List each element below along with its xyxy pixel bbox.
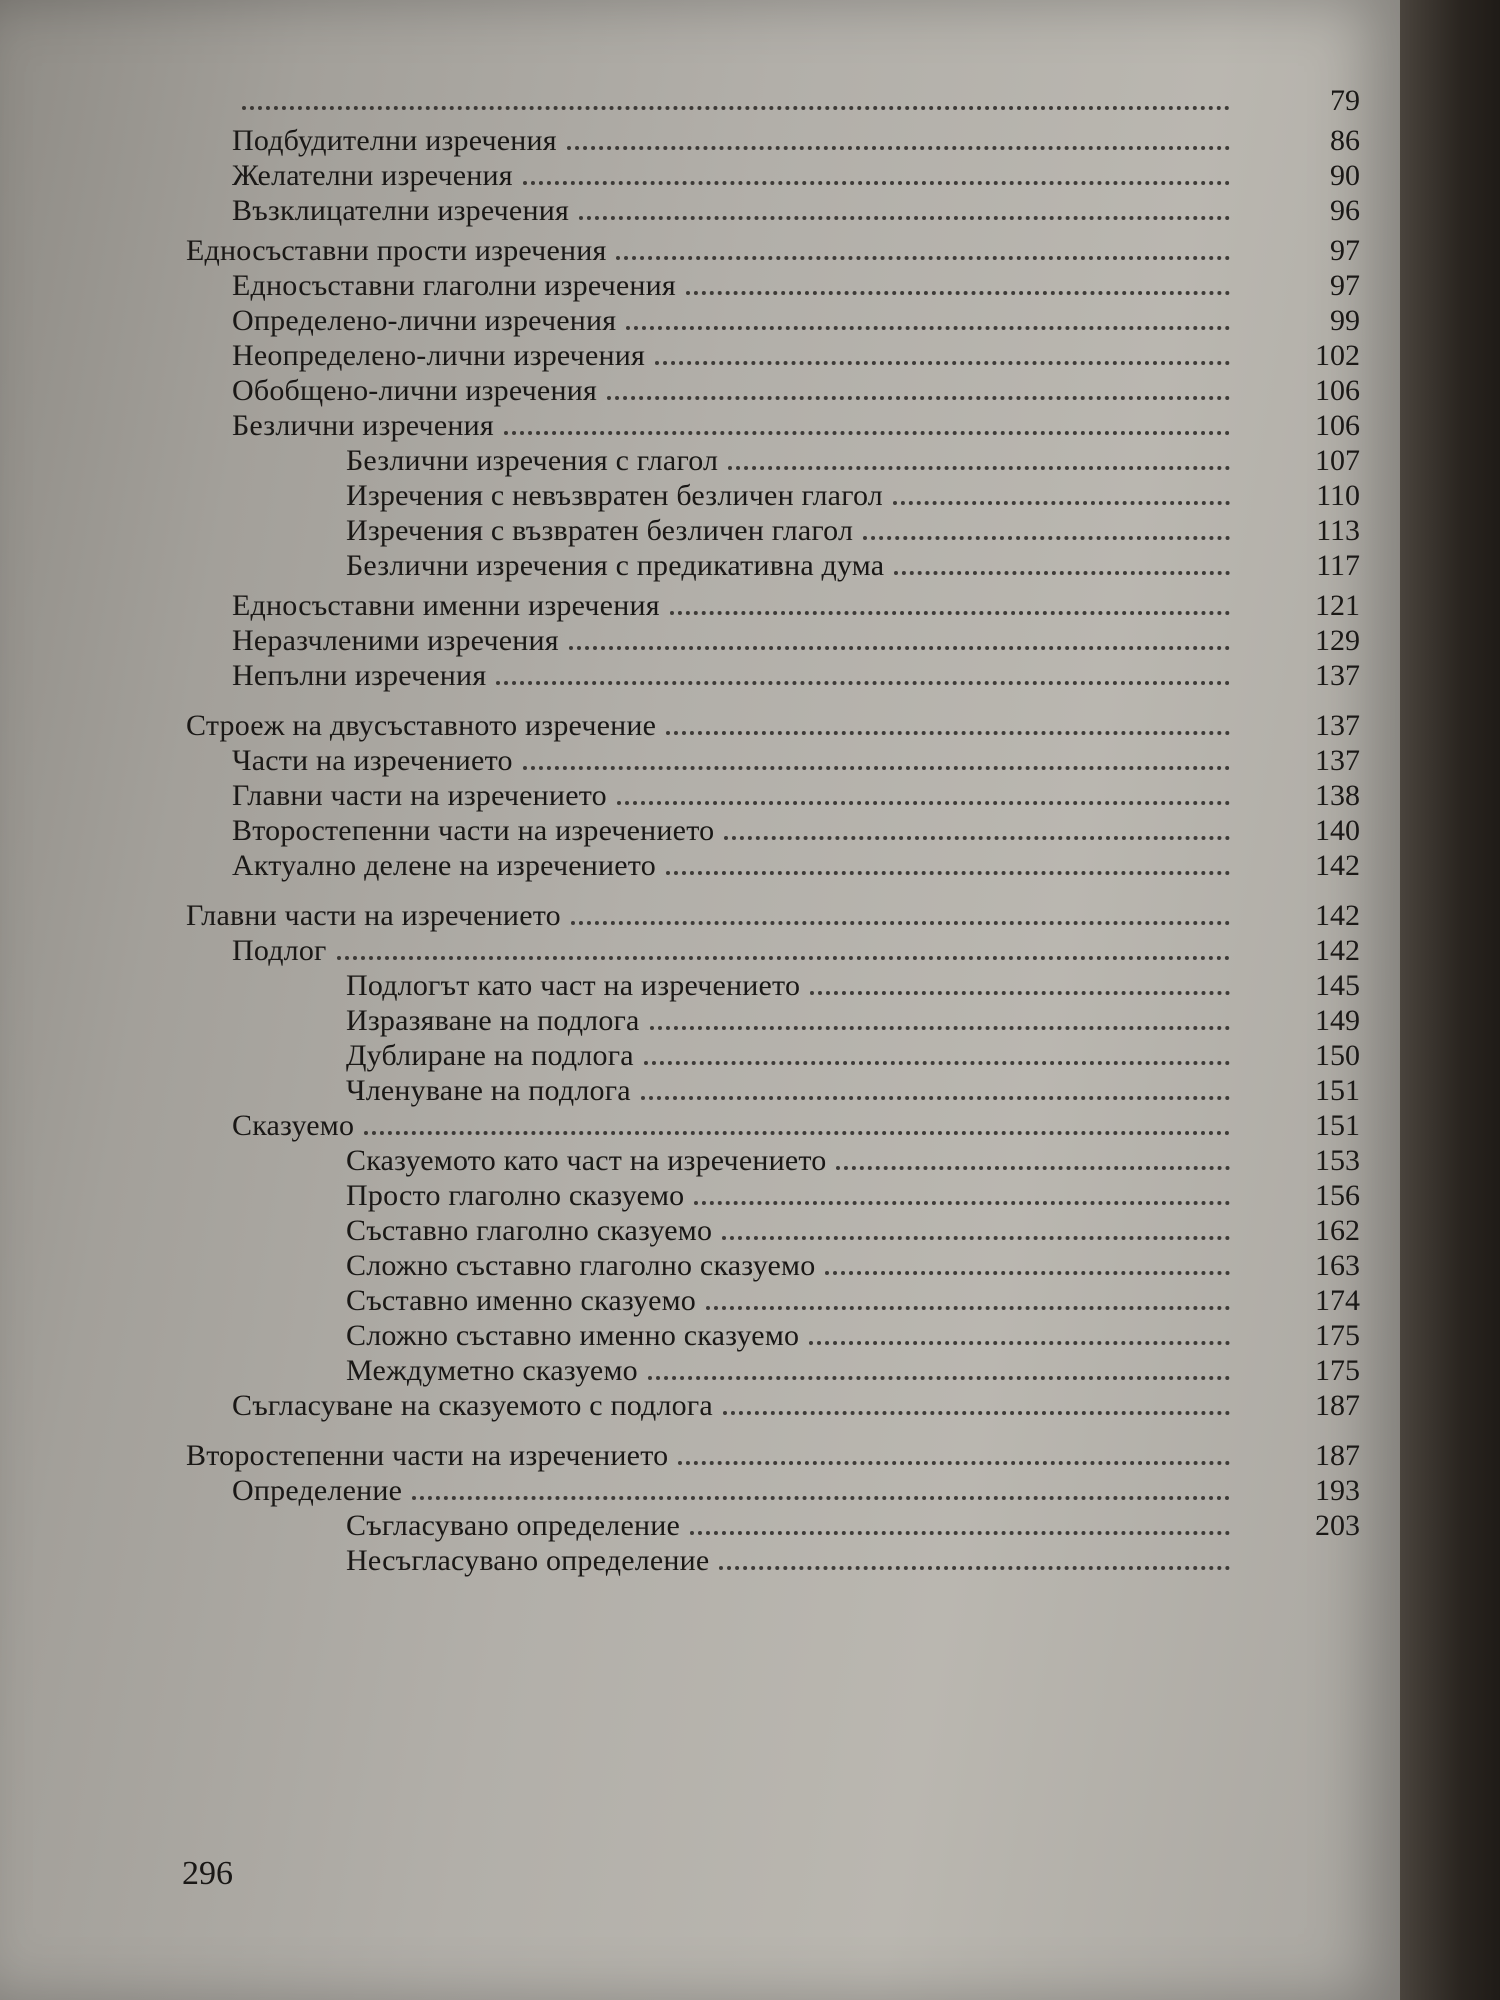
toc-entry: [346, 998, 1360, 1038]
page-gutter-shadow: [1400, 0, 1500, 2000]
toc-entry-page-number: 203: [1315, 1509, 1360, 1542]
toc-entry-title: Желателни изречения: [232, 159, 513, 192]
dot-leader: [666, 871, 1230, 875]
toc-entry: [232, 1468, 1360, 1508]
toc-entry-page-number: 138: [1315, 779, 1360, 812]
toc-entry: [186, 1433, 1360, 1473]
dot-leader: [412, 1496, 1230, 1500]
dot-leader: [723, 1411, 1230, 1415]
toc-entry-page-number: 153: [1315, 1144, 1360, 1177]
toc-entry-page-number: 99: [1330, 304, 1360, 337]
toc-entry: [346, 1278, 1360, 1318]
dot-leader: [616, 256, 1230, 260]
toc-entry-title: Безлични изречения с предикативна дума: [346, 549, 885, 582]
dot-leader: [728, 466, 1230, 470]
toc-entry: [346, 1503, 1360, 1543]
toc-entry-page-number: 145: [1315, 969, 1360, 1002]
dot-leader: [666, 731, 1230, 735]
toc-entry-page-number: 106: [1315, 374, 1360, 407]
toc-entry-page-number: 129: [1315, 624, 1360, 657]
dot-leader: [836, 1166, 1230, 1170]
dot-leader: [364, 1131, 1230, 1135]
toc-entry-title: Възклицателни изречения: [232, 194, 569, 227]
toc-entry-title: Просто глаголно сказуемо: [346, 1179, 685, 1212]
dot-leader: [810, 991, 1230, 995]
toc-entry-title: Съставно именно сказуемо: [346, 1284, 696, 1317]
dot-leader: [670, 611, 1230, 615]
dot-leader: [690, 1531, 1230, 1535]
toc-entry-page-number: 187: [1315, 1439, 1360, 1472]
toc-entry: [232, 263, 1360, 303]
toc-entry-page-number: 86: [1330, 124, 1360, 157]
toc-entry-title: Непълни изречения: [232, 659, 487, 692]
toc-entry-page-number: 174: [1315, 1284, 1360, 1317]
toc-entry-page-number: 151: [1315, 1074, 1360, 1107]
toc-entry: [186, 893, 1360, 933]
toc-entry-title: Второстепенни части на изречението: [186, 1439, 669, 1472]
dot-leader: [825, 1271, 1230, 1275]
toc-entry-title: Определено-лични изречения: [232, 304, 617, 337]
toc-entry-title: Изразяване на подлога: [346, 1004, 640, 1037]
toc-entry-page-number: 117: [1316, 549, 1360, 582]
toc-entry: [232, 368, 1360, 408]
toc-entry-title: Безлични изречения: [232, 409, 494, 442]
toc-entry-title: Междуметно сказуемо: [346, 1354, 638, 1387]
toc-entry-title: Неопределено-лични изречения: [232, 339, 645, 372]
toc-entry-page-number: 151: [1315, 1109, 1360, 1142]
toc-entry: [232, 653, 1360, 693]
toc-entry-title: Безлични изречения с глагол: [346, 444, 719, 477]
dot-leader: [571, 921, 1230, 925]
toc-entry-page-number: 137: [1315, 659, 1360, 692]
toc-entry: [346, 508, 1360, 548]
dot-leader: [724, 836, 1230, 840]
toc-entry-page-number: 97: [1330, 269, 1360, 302]
toc-entry-title: Неразчленими изречения: [232, 624, 559, 657]
toc-entry: [232, 843, 1360, 883]
toc-entry: [232, 583, 1360, 623]
toc-entry-title: Съгласуване на сказуемото с подлога: [232, 1389, 713, 1422]
toc-entry: [346, 1173, 1360, 1213]
toc-entry: [346, 473, 1360, 513]
toc-entry: [346, 1138, 1360, 1178]
toc-entry: [346, 1068, 1360, 1108]
toc-entry-title: Главни части на изречението: [186, 899, 561, 932]
toc-entry-title: Изречения с невъзвратен безличен глагол: [346, 479, 883, 512]
dot-leader: [567, 146, 1230, 150]
dot-leader: [678, 1461, 1230, 1465]
dot-leader: [863, 536, 1230, 540]
toc-entry-title: Обобщено-лични изречения: [232, 374, 597, 407]
toc-entry-page-number: 175: [1315, 1354, 1360, 1387]
dot-leader: [617, 801, 1230, 805]
dot-leader: [641, 1096, 1230, 1100]
dot-leader: [569, 646, 1230, 650]
dot-leader: [607, 396, 1230, 400]
toc-entry-page-number: 156: [1315, 1179, 1360, 1212]
toc-entry-page-number: 113: [1316, 514, 1360, 547]
toc-entry: [232, 928, 1360, 968]
toc-entry-title: Съгласувано определение: [346, 1509, 681, 1542]
toc-entry-title: Актуално делене на изречението: [232, 849, 656, 882]
toc-entry-page-number: 97: [1330, 234, 1360, 267]
toc-entry-page-number: 107: [1315, 444, 1360, 477]
toc-entry: [346, 1348, 1360, 1388]
toc-entry: [346, 963, 1360, 1003]
toc-entry-page-number: 162: [1315, 1214, 1360, 1247]
toc-entry: [232, 78, 1360, 118]
toc-entry: [186, 228, 1360, 268]
dot-leader: [719, 1566, 1230, 1570]
toc-entry: [232, 773, 1360, 813]
dot-leader: [894, 571, 1230, 575]
toc-entry: [232, 618, 1360, 658]
toc-entry-title: Сложно съставно именно сказуемо: [346, 1319, 800, 1352]
dot-leader: [686, 291, 1230, 295]
dot-leader: [579, 216, 1230, 220]
page-folio-number: 296: [182, 1855, 233, 1892]
toc-entry-title: Подбудителни изречения: [232, 124, 557, 157]
toc-entry-page-number: 142: [1315, 934, 1360, 967]
toc-entry: [186, 703, 1360, 743]
toc-entry: [346, 1313, 1360, 1353]
toc-entry-title: Подлог: [232, 934, 327, 967]
toc-entry: [232, 188, 1360, 228]
toc-entry-page-number: 96: [1330, 194, 1360, 227]
toc-entry-page-number: 137: [1315, 744, 1360, 777]
dot-leader: [644, 1061, 1230, 1065]
dot-leader: [523, 181, 1230, 185]
dot-leader: [242, 106, 1230, 110]
toc-entry-page-number: 163: [1315, 1249, 1360, 1282]
dot-leader: [650, 1026, 1230, 1030]
dot-leader: [893, 501, 1230, 505]
toc-entry-title: Определение: [232, 1474, 403, 1507]
toc-entry-title: Дублиране на подлога: [346, 1039, 634, 1072]
toc-entry-title: Части на изречението: [232, 744, 513, 777]
dot-leader: [648, 1376, 1230, 1380]
toc-entry-page-number: 121: [1315, 589, 1360, 622]
dot-leader: [523, 766, 1230, 770]
toc-entry-title: Едносъставни прости изречения: [186, 234, 607, 267]
toc-entry-title: Изречения с възвратен безличен глагол: [346, 514, 854, 547]
toc-entry-page-number: 90: [1330, 159, 1360, 192]
toc-entry-title: Сказуемо: [232, 1109, 355, 1142]
toc-entry: [232, 1103, 1360, 1143]
toc-entry-title: Съставно глаголно сказуемо: [346, 1214, 713, 1247]
dot-leader: [337, 956, 1230, 960]
dot-leader: [504, 431, 1230, 435]
toc-entry: [232, 808, 1360, 848]
toc-entry-page-number: 79: [1330, 84, 1360, 117]
toc-entry-title: Едносъставни глаголни изречения: [232, 269, 676, 302]
toc-entry: [346, 543, 1360, 583]
toc-entry-page-number: 187: [1315, 1389, 1360, 1422]
toc-entry: [346, 1243, 1360, 1283]
toc-entry: [232, 298, 1360, 338]
toc-entry-page-number: 102: [1315, 339, 1360, 372]
toc-entry-title: Сказуемото като част на изречението: [346, 1144, 827, 1177]
toc-entry-page-number: 193: [1315, 1474, 1360, 1507]
toc-entry-page-number: 149: [1315, 1004, 1360, 1037]
toc-entry: [232, 118, 1360, 158]
toc-entry: [346, 438, 1360, 478]
dot-leader: [496, 681, 1230, 685]
dot-leader: [706, 1306, 1230, 1310]
toc-entry: [232, 333, 1360, 373]
toc-entry-page-number: 110: [1316, 479, 1360, 512]
toc-entry: [346, 1208, 1360, 1248]
dot-leader: [626, 326, 1230, 330]
toc-entry: [232, 738, 1360, 778]
toc-entry: [346, 1033, 1360, 1073]
toc-entry-title: Главни части на изречението: [232, 779, 607, 812]
toc-entry-title: Второстепенни части на изречението: [232, 814, 715, 847]
toc-entry-title: Несъгласувано определение: [346, 1544, 710, 1577]
toc-entry-title: Строеж на двусъставното изречение: [186, 709, 657, 742]
toc-entry: [232, 403, 1360, 443]
toc-entry: [232, 1383, 1360, 1423]
toc-entry-title: Подлогът като част на изречението: [346, 969, 801, 1002]
toc-entry-title: Сложно съставно глаголно сказуемо: [346, 1249, 816, 1282]
dot-leader: [694, 1201, 1230, 1205]
toc-entry-title: Едносъставни именни изречения: [232, 589, 660, 622]
toc-entry-page-number: 137: [1315, 709, 1360, 742]
toc-entry-page-number: 142: [1315, 899, 1360, 932]
toc-entry-page-number: 140: [1315, 814, 1360, 847]
dot-leader: [809, 1341, 1230, 1345]
toc-entry-page-number: 106: [1315, 409, 1360, 442]
toc-entry: [346, 1538, 1360, 1578]
toc-entry-title: Членуване на подлога: [346, 1074, 631, 1107]
toc-entry-page-number: 175: [1315, 1319, 1360, 1352]
dot-leader: [655, 361, 1230, 365]
toc-entry-page-number: 142: [1315, 849, 1360, 882]
dot-leader: [722, 1236, 1230, 1240]
toc-entry-page-number: 150: [1315, 1039, 1360, 1072]
toc-entry: [232, 153, 1360, 193]
